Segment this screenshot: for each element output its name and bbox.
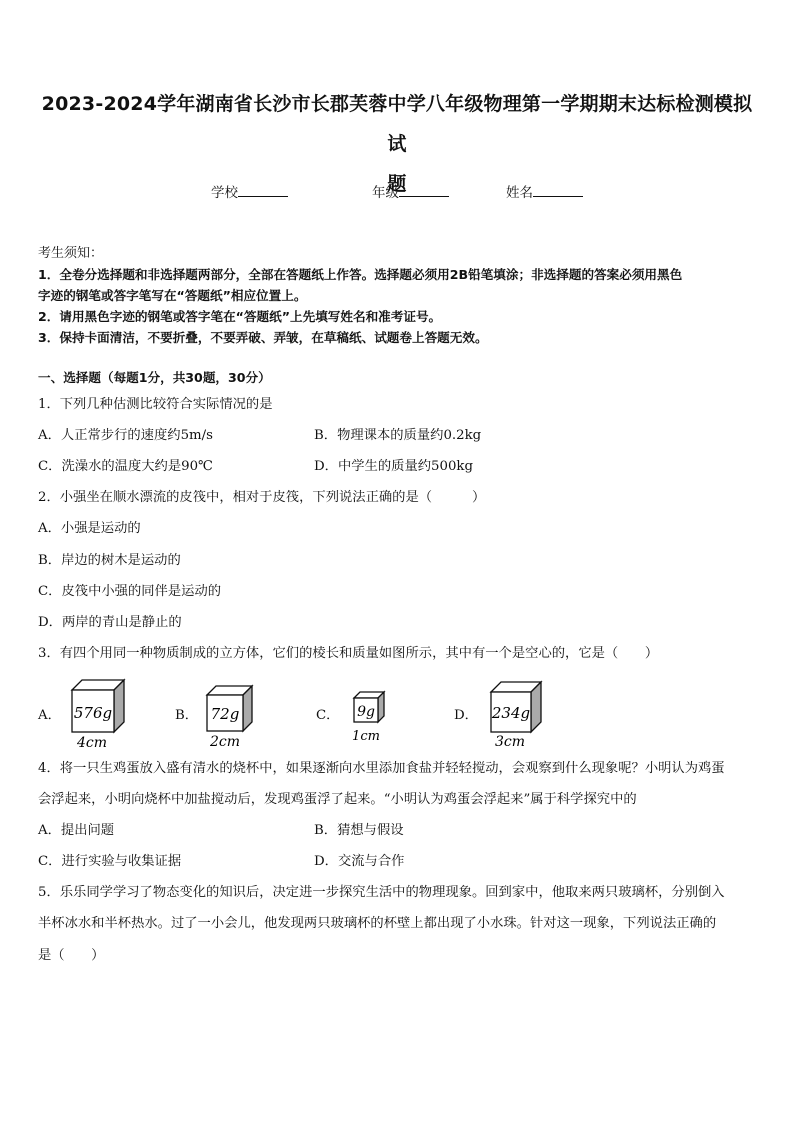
q3-cube-a-edge: 4cm: [76, 735, 108, 750]
q2-option-a[interactable]: A．小强是运动的: [38, 521, 141, 536]
school-label: 学校: [211, 185, 238, 201]
q3-cube-a-figure[interactable]: [66, 678, 130, 750]
q5-stem-line3: 是（ ）: [38, 948, 105, 963]
q3-cube-a-mass: 576g: [73, 704, 113, 722]
school-blank[interactable]: [238, 184, 288, 197]
q3-option-a-label[interactable]: A．: [38, 708, 61, 723]
q3-cube-c-edge: 1cm: [352, 729, 380, 744]
q1-option-b[interactable]: B．物理课本的质量约0.2kg: [314, 428, 482, 443]
q4-option-b[interactable]: B．猜想与假设: [314, 823, 404, 838]
q2-option-b[interactable]: B．岸边的树木是运动的: [38, 553, 181, 568]
q3-cube-c-figure[interactable]: [350, 690, 390, 744]
grade-label: 年级: [372, 185, 399, 201]
q4-option-a[interactable]: A．提出问题: [38, 823, 115, 838]
q3-cube-b-figure[interactable]: [202, 684, 258, 750]
q3-option-c-label[interactable]: C．: [316, 708, 340, 723]
name-blank[interactable]: [533, 184, 583, 197]
q3-stem: 3．有四个用同一种物质制成的立方体，它们的棱长和质量如图所示，其中有一个是空心的，它是（ ）: [38, 646, 659, 661]
school-field[interactable]: [211, 181, 288, 201]
q2-stem: 2．小强坐在顺水漂流的皮筏中，相对于皮筏，下列说法正确的是（ ）: [38, 490, 486, 505]
q4-option-c[interactable]: C．进行实验与收集证据: [38, 854, 182, 869]
q1-option-c[interactable]: C．洗澡水的温度大约是90℃: [38, 459, 213, 474]
notice-item-2: 2．请用黑色字迹的钢笔或答字笔在“答题纸”上先填写姓名和准考证号。: [38, 309, 442, 324]
q5-stem-line2: 半杯冰水和半杯热水。过了一小会儿，他发现两只玻璃杯的杯壁上都出现了小水珠。针对这一现象，下列说法正确的: [38, 916, 717, 931]
q5-stem-line1: 5．乐乐同学学习了物态变化的知识后，决定进一步探究生活中的物理现象。回到家中，他取来两只玻璃杯，分别倒入: [38, 885, 725, 900]
q3-option-b-label[interactable]: B．: [175, 708, 199, 723]
exam-title-line2: 题: [387, 173, 407, 195]
exam-title-line1: 2023-2024学年湖南省长沙市长郡芙蓉中学八年级物理第一学期期末达标检测模拟试: [41, 93, 753, 155]
q4-stem-line2: 会浮起来，小明向烧杯中加盐搅动后，发现鸡蛋浮了起来。“小明认为鸡蛋会浮起来”属于科学探究中的: [38, 792, 637, 807]
notice-item-1-cont: 字迹的钢笔或答字笔写在“答题纸”相应位置上。: [38, 288, 307, 303]
section-heading: 一、选择题（每题1分，共30题，30分）: [38, 370, 271, 385]
q3-cube-d-mass: 234g: [491, 704, 531, 722]
q1-option-d[interactable]: D．中学生的质量约500kg: [314, 459, 473, 474]
name-label: 姓名: [506, 185, 533, 201]
grade-blank[interactable]: [399, 184, 449, 197]
q3-cube-b-edge: 2cm: [209, 734, 241, 750]
q2-option-c[interactable]: C．皮筏中小强的同伴是运动的: [38, 584, 222, 599]
name-field[interactable]: [506, 181, 583, 201]
q2-option-d[interactable]: D．两岸的青山是静止的: [38, 615, 182, 630]
grade-field[interactable]: [372, 181, 449, 201]
q3-cube-b-mass: 72g: [210, 705, 240, 723]
notice-heading: 考生须知：: [38, 246, 104, 261]
q3-cube-d-edge: 3cm: [494, 734, 526, 750]
q3-option-d-label[interactable]: D．: [454, 708, 478, 723]
q3-cube-c-mass: 9g: [357, 704, 375, 720]
q1-option-a[interactable]: A．人正常步行的速度约5m/s: [38, 428, 213, 443]
q1-stem: 1．下列几种估测比较符合实际情况的是: [38, 397, 273, 412]
notice-item-3: 3．保持卡面清洁，不要折叠，不要弄破、弄皱，在草稿纸、试题卷上答题无效。: [38, 330, 488, 345]
q3-cube-d-figure[interactable]: [486, 680, 546, 750]
q4-option-d[interactable]: D．交流与合作: [314, 854, 405, 869]
notice-item-1: 1．全卷分选择题和非选择题两部分，全部在答题纸上作答。选择题必须用2B铅笔填涂；非选择题的答案必须用黑色: [38, 267, 683, 282]
q4-stem-line1: 4．将一只生鸡蛋放入盛有清水的烧杯中，如果逐渐向水里添加食盐并轻轻搅动，会观察到什么现象呢？小明认为鸡蛋: [38, 761, 725, 776]
